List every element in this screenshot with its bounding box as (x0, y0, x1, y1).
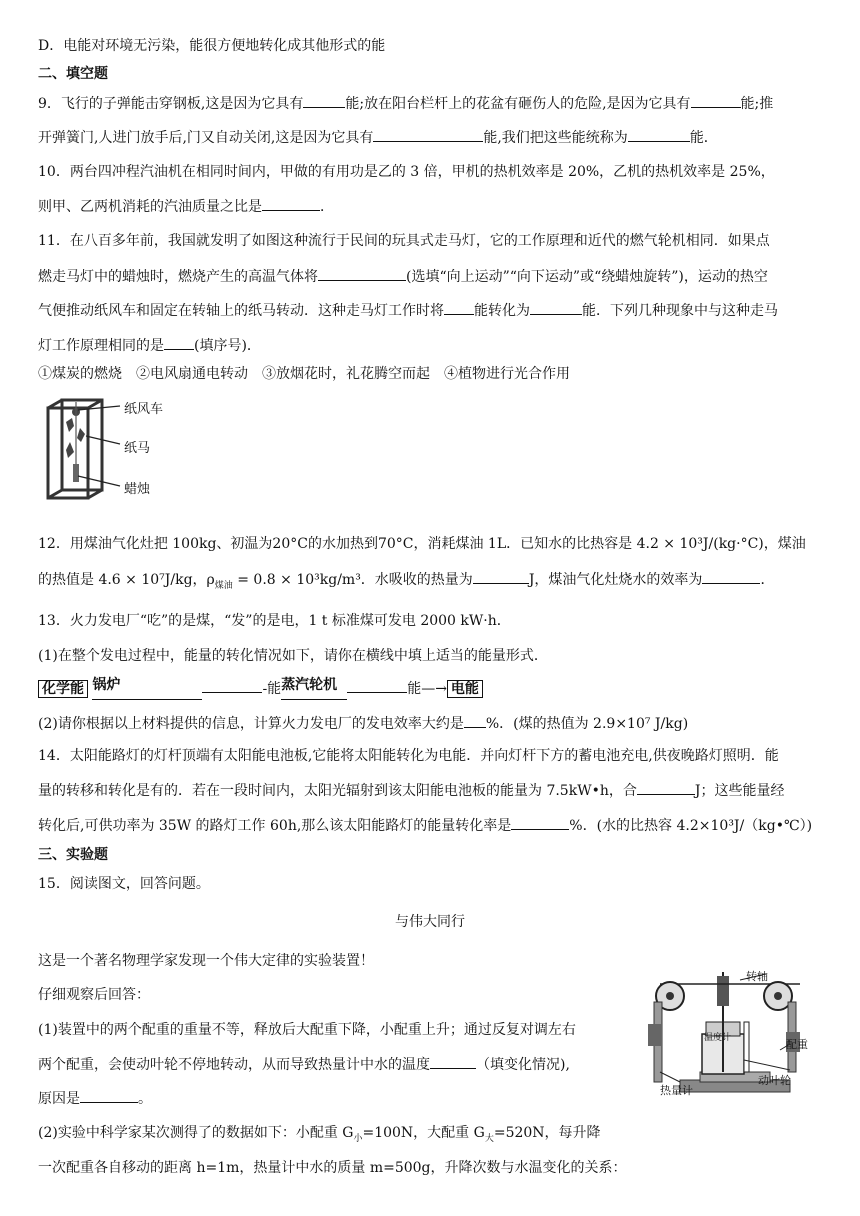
q9-text: 能;放在阳台栏杆上的花盆有砸伤人的危险,是因为它具有 (345, 96, 691, 112)
p-text: =520N，每升降 (493, 1125, 601, 1141)
answer-blank[interactable] (691, 93, 741, 108)
q12-text: J，煤油气化灶烧水的效率为 (528, 572, 703, 588)
question-9-line2 (38, 127, 830, 148)
q9-text: 能,我们把这些能统称为 (483, 130, 628, 146)
p-text: (2)实验中科学家某次测得了的数据如下：小配重 G (38, 1125, 354, 1141)
label-paper-windmill: 纸风车 (124, 402, 164, 417)
q14-text: 转化后,可供功率为 35W 的路灯工作 60h,那么该太阳能路灯的能量转化率是 (38, 818, 512, 834)
para-7: 一次配重各自移动的距离 h=1m，热量计中水的质量 m=500g，升降次数与水温变化的关系： (38, 1160, 627, 1176)
q14-text: 量的转移和转化是有的．若在一段时间内，太阳光辐射到该太阳能电池板的能量为 7.5kW•h，合 (38, 783, 637, 799)
question-9-line1 (38, 93, 830, 114)
chain-start-box: 化学能 (38, 680, 88, 698)
question-11-line2 (38, 266, 830, 287)
q10-text: ． (320, 199, 334, 215)
answer-blank[interactable] (80, 1088, 138, 1103)
label-thermometer: 温度计 (704, 1033, 732, 1043)
chain-end-box: 电能 (447, 680, 483, 698)
question-14-line3 (38, 815, 830, 836)
question-15-intro: 15．阅读图文，回答问题。 (38, 876, 210, 892)
label-calorimeter: 热量计 (660, 1084, 693, 1097)
label-paper-horse: 纸马 (124, 441, 151, 456)
q11-text: 灯工作原理相同的是 (38, 338, 164, 354)
question-10-line1: 10．两台四冲程汽油机在相同时间内，甲做的有用功是乙的 3 倍，甲机的热机效率是 20%，乙机的热机效率是 25%， (38, 164, 775, 180)
question-13-line1: 13．火力发电厂“吃”的是煤，“发”的是电，1 t 标准煤可发电 2000 kW·h． (38, 613, 511, 629)
chain-text: 能 (407, 681, 422, 697)
answer-blank[interactable] (318, 266, 406, 281)
answer-blank[interactable] (637, 780, 695, 795)
question-14-line2 (38, 780, 830, 801)
q9-text: 能;推 (740, 96, 774, 112)
q12-subscript: 煤油 (214, 580, 233, 591)
q11-text: 能转化为 (474, 303, 530, 319)
subscript-small: 小 (353, 1133, 363, 1144)
q9-text: 开弹簧门,人进门放手后,门又自动关闭,这是因为它具有 (38, 130, 374, 146)
question-11-options: ①煤炭的燃烧 ②电风扇通电转动 ③放烟花时，礼花腾空而起 ④植物进行光合作用 (38, 366, 570, 382)
label-weight: 配重 (786, 1038, 808, 1051)
q10-text: 则甲、乙两机消耗的汽油质量之比是 (38, 199, 262, 215)
chain-text: -能 (262, 681, 282, 697)
article-title: 与伟大同行 (395, 914, 465, 930)
q11-text: 燃走马灯中的蜡烛时，燃烧产生的高温气体将 (38, 269, 318, 285)
question-12-line1: 12．用煤油气化灶把 100kg、初温为20°C的水加热到70°C，消耗煤油 1L．已知水的比热容是 4.2 × 10³J/(kg·°C)，煤油 (38, 536, 806, 552)
q13-text: (2)请你根据以上材料提供的信息，计算火力发电厂的发电效率大约是 (38, 716, 464, 732)
q9-text: 9．飞行的子弹能击穿钢板,这是因为它具有 (38, 96, 304, 112)
question-10-line2 (38, 196, 830, 217)
q14-text: J；这些能量经 (694, 783, 785, 799)
answer-blank[interactable] (262, 196, 320, 211)
label-axle: 转轴 (746, 970, 768, 983)
answer-blank[interactable] (628, 127, 690, 142)
q12-text: = 0.8 × 10³kg/m³．水吸收的热量为 (232, 572, 473, 588)
answer-blank[interactable] (202, 678, 262, 693)
answer-blank[interactable] (530, 300, 582, 315)
chain-arrow-2 (281, 679, 347, 700)
question-13-line2: (1)在整个发电过程中，能量的转化情况如下，请你在横线中填上适当的能量形式． (38, 648, 548, 664)
q13-text: %．(煤的热值为 2.9×10⁷ J/kg) (485, 716, 689, 732)
energy-chain (38, 678, 830, 700)
p-text: =100N，大配重 G (362, 1125, 485, 1141)
p-text: 原因是 (38, 1091, 80, 1107)
answer-blank[interactable] (444, 300, 474, 315)
answer-blank[interactable] (430, 1054, 476, 1069)
q14-text: %．(水的比热容 4.2×10³J/（kg•℃）) (569, 818, 813, 834)
answer-blank[interactable] (373, 127, 483, 142)
para-2: 仔细观察后回答： (38, 987, 150, 1003)
answer-blank[interactable] (473, 569, 529, 584)
answer-blank[interactable] (511, 815, 569, 830)
para-6 (38, 1123, 830, 1149)
q11-text: (填序号)． (194, 338, 261, 354)
q12-text: 的热值是 4.6 × 10⁷J/kg，ρ (38, 572, 215, 588)
question-14-line1: 14．太阳能路灯的灯杆顶端有太阳能电池板,它能将太阳能转化为电能．并向灯杆下方的蓄电池充电,供夜晚路灯照明．能 (38, 748, 779, 764)
section-fill-blank: 二、填空题 (38, 66, 108, 82)
q9-text: 能． (689, 130, 718, 146)
p-text: 两个配重，会使动叶轮不停地转动，从而导致热量计中水的温度 (38, 1057, 430, 1073)
stage-boiler: 锅炉 (92, 677, 121, 693)
label-paddle-wheel: 动叶轮 (758, 1074, 791, 1087)
q11-text: 能．下列几种现象中与这种走马 (582, 303, 778, 319)
section-experiment: 三、实验题 (38, 847, 108, 863)
label-candle: 蜡烛 (124, 482, 151, 497)
subscript-large: 大 (484, 1133, 494, 1144)
answer-blank[interactable] (464, 713, 486, 728)
stage-turbine: 蒸汽轮机 (281, 677, 338, 693)
p-text: 。 (138, 1091, 152, 1107)
para-1: 这是一个著名物理学家发现一个伟大定律的实验装置！ (38, 953, 374, 969)
answer-blank[interactable] (164, 335, 194, 350)
question-11-line3 (38, 300, 830, 321)
answer-blank[interactable] (303, 93, 345, 108)
question-13-line4 (38, 713, 830, 734)
arrow-icon: —→ (421, 681, 447, 697)
question-11-line4 (38, 335, 830, 356)
answer-blank[interactable] (347, 678, 407, 693)
question-11-line1: 11．在八百多年前，我国就发明了如图这种流行于民间的玩具式走马灯，它的工作原理和近代的燃气轮机相同．如果点 (38, 233, 770, 249)
q11-text: 气便推动纸风车和固定在转轴上的纸马转动．这种走马灯工作时将 (38, 303, 444, 319)
question-12-line2 (38, 569, 830, 596)
answer-blank[interactable] (702, 569, 760, 584)
q12-text: ． (760, 572, 775, 588)
joule-apparatus-figure (640, 962, 830, 1102)
chain-arrow-1 (92, 679, 202, 700)
q11-text: (选填“向上运动”“向下运动”或“绕蜡烛旋转”)，运动的热空 (406, 269, 768, 285)
option-d: D．电能对环境无污染，能很方便地转化成其他形式的能 (38, 38, 386, 54)
p-text: （填变化情况), (476, 1057, 570, 1073)
para-3: (1)装置中的两个配重的重量不等，释放后大配重下降，小配重上升；通过反复对调左右 (38, 1022, 576, 1038)
